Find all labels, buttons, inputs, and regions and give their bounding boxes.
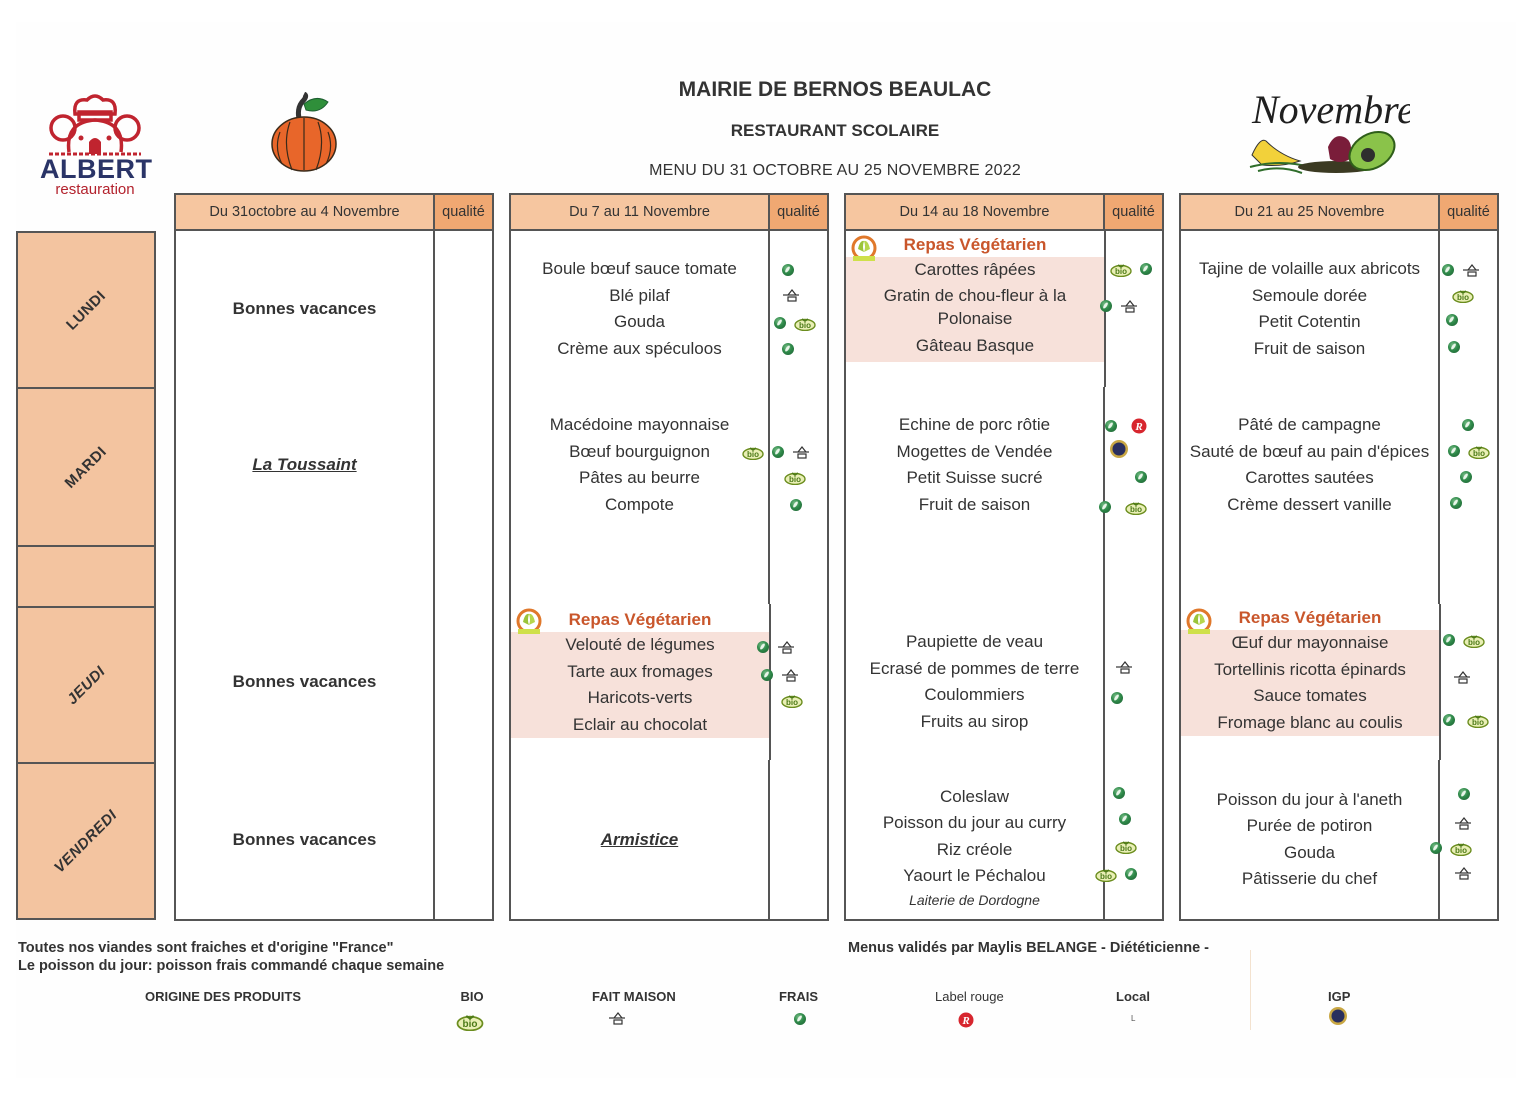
fait-maison-icon	[1453, 670, 1471, 684]
dish: Gâteau Basque	[915, 335, 1035, 355]
dish: Fruit de saison	[1253, 338, 1366, 358]
dish: Fruit de saison	[918, 494, 1031, 514]
menu-cell-vendredi	[844, 760, 1164, 921]
frais-icon	[1125, 868, 1137, 880]
week-header	[509, 193, 829, 231]
menu-cell-lundi	[509, 231, 829, 389]
dish: Poisson du jour au curry	[882, 813, 1067, 832]
holiday-text: Bonnes vacances	[232, 299, 377, 318]
bio-icon	[1463, 632, 1485, 648]
dish: Bœuf bourguignon	[569, 441, 710, 461]
legend-igp-label: IGP	[1328, 989, 1351, 1004]
bio-icon	[1110, 261, 1132, 277]
frais-icon	[1119, 813, 1131, 825]
dish: Carottes râpées	[914, 260, 1036, 279]
frais-icon	[1462, 419, 1474, 431]
frais-icon	[1460, 471, 1472, 483]
dish: Tarte aux fromages	[567, 661, 713, 681]
bio-icon	[784, 469, 806, 485]
pumpkin-icon	[270, 92, 342, 179]
novembre-illustration	[1240, 75, 1410, 185]
dish: Blé pilaf	[609, 285, 670, 305]
menu-cell-mardi	[1179, 387, 1499, 545]
divider	[1250, 950, 1251, 1030]
dietitian-validation: Menus validés par Maylis BELANGE - Diététicienne -	[848, 940, 1209, 956]
vegetarian-title: Repas Végétarien	[568, 610, 712, 629]
menu-cell-vendredi	[1179, 760, 1499, 921]
fish-note: Le poisson du jour: poisson frais commandé chaque semaine	[18, 958, 445, 974]
bio-icon	[1450, 840, 1472, 856]
menu-period: MENU DU 31 OCTOBRE AU 25 NOVEMBRE 2022	[649, 162, 1021, 179]
holiday-text: Armistice	[600, 829, 679, 849]
menu-cell-mardi	[844, 387, 1164, 545]
frais-icon	[1450, 497, 1462, 509]
dish: Petit Suisse sucré	[906, 468, 1043, 487]
frais-icon	[1099, 501, 1111, 513]
dish: Compote	[605, 494, 674, 514]
vegetarian-meal-icon	[515, 608, 543, 636]
menu-cell-jeudi	[844, 604, 1164, 762]
menu-cell-mardi	[509, 387, 829, 545]
fait-maison-icon	[1115, 660, 1133, 674]
dish: Riz créole	[936, 839, 1013, 859]
frais-icon	[1111, 692, 1123, 704]
frais-icon	[774, 317, 786, 329]
dish: Œuf dur mayonnaise	[1231, 633, 1389, 652]
meat-origin-note: Toutes nos viandes sont fraiches et d'origine "France"	[18, 940, 394, 956]
dish: Carottes sautées	[1245, 468, 1374, 487]
dish: Mogettes de Vendée	[896, 441, 1053, 461]
dish: Pâté de campagne	[1238, 415, 1381, 434]
quality-header: qualité	[1105, 195, 1162, 229]
frais-icon	[1458, 788, 1470, 800]
frais-icon	[761, 669, 773, 681]
vegetarian-meal-icon	[1185, 608, 1213, 636]
dish: Paupiette de veau	[905, 632, 1044, 651]
vegetarian-meal-icon	[850, 235, 878, 263]
dish: Sauté de bœuf au pain d'épices	[1189, 441, 1430, 461]
igp-icon	[1109, 439, 1129, 459]
frais-icon	[1448, 445, 1460, 457]
albert-restauration-logo	[40, 92, 153, 198]
frais-icon	[782, 343, 794, 355]
menu-cell-mercredi	[844, 543, 1164, 606]
menu-cell-mercredi	[1179, 543, 1499, 606]
frais-icon	[1442, 264, 1454, 276]
bio-icon	[781, 692, 803, 708]
brand-subtitle: restauration	[55, 181, 135, 198]
frais-icon	[757, 641, 769, 653]
holiday-text: Bonnes vacances	[232, 672, 377, 691]
fait-maison-icon	[782, 288, 800, 302]
bio-icon	[456, 1011, 484, 1031]
menu-cell-jeudi	[174, 604, 494, 762]
vegetarian-dishes	[846, 257, 1104, 362]
holiday-text: La Toussaint	[252, 455, 357, 474]
menu-cell-mercredi	[174, 543, 494, 606]
bio-icon	[1125, 499, 1147, 515]
dish: Coulommiers	[924, 685, 1025, 704]
legend-local-label: Local	[1116, 989, 1150, 1004]
dish: Coleslaw	[940, 786, 1009, 806]
week-header	[844, 193, 1164, 231]
svg-text:Novembre: Novembre	[1252, 87, 1410, 132]
bio-icon	[1467, 712, 1489, 728]
frais-icon	[794, 1013, 806, 1025]
fait-maison-icon	[777, 640, 795, 654]
dish: Gratin de chou-fleur à la Polonaise	[883, 285, 1067, 328]
dish: Tajine de volaille aux abricots	[1198, 259, 1421, 278]
dish: Velouté de légumes	[565, 635, 715, 654]
dish: Poisson du jour à l'aneth	[1216, 789, 1403, 809]
dish-origin-note: Laiterie de Dordogne	[909, 891, 1040, 908]
fait-maison-icon	[1462, 263, 1480, 277]
frais-icon	[1448, 341, 1460, 353]
legend-label-rouge-label: Label rouge	[935, 989, 1004, 1004]
frais-icon	[1113, 787, 1125, 799]
fait-maison-icon	[781, 668, 799, 682]
fait-maison-icon	[608, 1011, 626, 1025]
week-title: Du 31octobre au 4 Novembre	[176, 195, 435, 229]
bio-icon	[1095, 866, 1117, 882]
frais-icon	[1446, 314, 1458, 326]
menu-cell-mardi	[174, 387, 494, 545]
fait-maison-icon	[1120, 299, 1138, 313]
quality-header: qualité	[1440, 195, 1497, 229]
legend-title: ORIGINE DES PRODUITS	[145, 989, 302, 1004]
bio-icon	[1452, 287, 1474, 303]
menu-cell-jeudi	[1179, 604, 1499, 762]
frais-icon	[790, 499, 802, 511]
dish: Purée de potiron	[1246, 816, 1373, 835]
fait-maison-icon	[1454, 866, 1472, 880]
bio-icon	[742, 444, 764, 460]
local-icon: L	[1131, 1014, 1136, 1023]
dish: Gouda	[613, 312, 666, 331]
vegetarian-dishes	[511, 632, 769, 738]
frais-icon	[1140, 263, 1152, 275]
legend-frais-label: FRAIS	[779, 989, 818, 1004]
page-subtitle: RESTAURANT SCOLAIRE	[730, 121, 940, 140]
dish: Haricots-verts	[587, 688, 693, 707]
menu-cell-lundi	[1179, 231, 1499, 389]
dish: Fromage blanc au coulis	[1217, 712, 1403, 732]
week-title: Du 7 au 11 Novembre	[511, 195, 770, 229]
dish: Pâtes au beurre	[579, 468, 700, 487]
day-label-mercredi-empty	[16, 545, 156, 608]
dish: Boule bœuf sauce tomate	[542, 259, 737, 278]
dish: Ecrasé de pommes de terre	[869, 658, 1080, 678]
menu-cell-mercredi	[509, 543, 829, 606]
menu-cell-jeudi	[509, 604, 829, 762]
frais-icon	[772, 446, 784, 458]
dish: Sauce tomates	[1253, 686, 1367, 705]
menu-cell-lundi	[844, 231, 1164, 389]
bio-icon	[1468, 443, 1490, 459]
menu-cell-vendredi	[174, 760, 494, 921]
menu-cell-vendredi	[509, 760, 829, 921]
vegetarian-title: Repas Végétarien	[1238, 608, 1382, 627]
label-rouge-icon	[958, 1011, 974, 1029]
dish: Crème aux spéculoos	[557, 338, 722, 358]
legend-bio-label: BIO	[460, 989, 484, 1004]
menu-cell-lundi	[174, 231, 494, 389]
frais-icon	[1443, 634, 1455, 646]
fait-maison-icon	[792, 445, 810, 459]
day-label-lundi: LUNDI	[16, 231, 156, 389]
dish: Macédoine mayonnaise	[549, 415, 730, 434]
week-title: Du 21 au 25 Novembre	[1181, 195, 1440, 229]
week-header	[174, 193, 494, 231]
frais-icon	[1105, 420, 1117, 432]
dish: Eclair au chocolat	[572, 714, 708, 734]
frais-icon	[782, 264, 794, 276]
dish: Pâtisserie du chef	[1241, 869, 1378, 888]
dish: Fruits au sirop	[920, 711, 1029, 731]
legend-fait-maison-label: FAIT MAISON	[592, 989, 676, 1004]
frais-icon	[1100, 300, 1112, 312]
bio-icon	[794, 315, 816, 331]
dish: Tortellinis ricotta épinards	[1214, 659, 1406, 679]
quality-header: qualité	[435, 195, 492, 229]
vegetarian-dishes	[1181, 630, 1439, 736]
frais-icon	[1430, 842, 1442, 854]
igp-icon	[1328, 1006, 1348, 1026]
dish: Semoule dorée	[1251, 285, 1368, 305]
dish: Gouda	[1283, 842, 1336, 862]
koala-chef-icon	[45, 92, 145, 158]
fait-maison-icon	[1454, 816, 1472, 830]
frais-icon	[1443, 714, 1455, 726]
day-label-mardi: MARDI	[16, 387, 156, 547]
page-title: MAIRIE DE BERNOS BEAULAC	[678, 78, 992, 101]
label-rouge-icon	[1131, 417, 1147, 435]
vegetarian-title: Repas Végétarien	[903, 235, 1047, 254]
holiday-text: Bonnes vacances	[232, 829, 377, 849]
frais-icon	[1135, 471, 1147, 483]
week-title: Du 14 au 18 Novembre	[846, 195, 1105, 229]
dish: Echine de porc rôtie	[898, 415, 1051, 434]
brand-name: ALBERT	[40, 154, 153, 184]
dish: Petit Cotentin	[1258, 312, 1361, 331]
day-label-vendredi: VENDREDI	[16, 762, 156, 920]
bio-icon	[1115, 838, 1137, 854]
dish: Crème dessert vanille	[1227, 494, 1392, 514]
day-label-jeudi: JEUDI	[16, 606, 156, 764]
dish: Yaourt le Péchalou	[903, 866, 1046, 885]
week-header	[1179, 193, 1499, 231]
quality-header: qualité	[770, 195, 827, 229]
